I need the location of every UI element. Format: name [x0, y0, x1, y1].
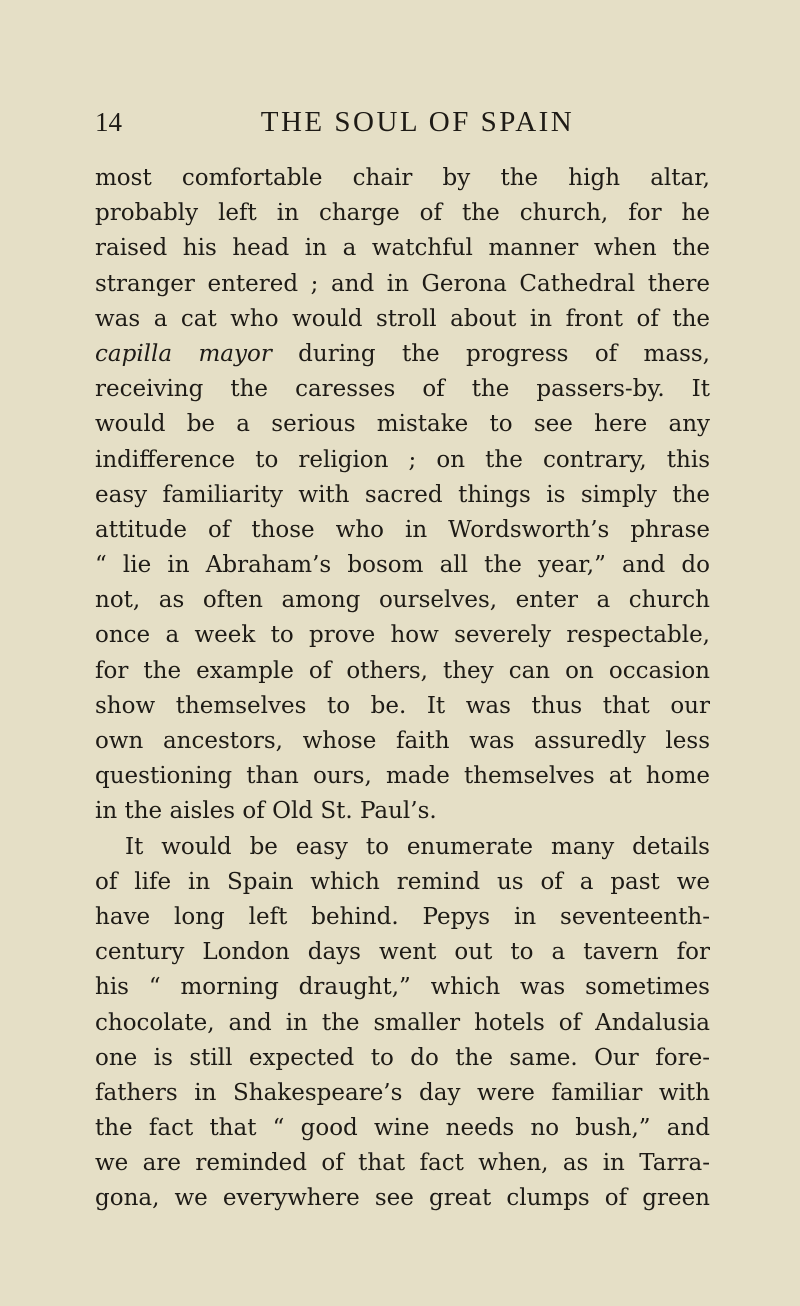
text-line: questioning than ours, made themselves at home [95, 763, 710, 790]
text-line: once a week to prove how severely respectable, [95, 622, 710, 649]
page-number: 14 [95, 107, 122, 137]
text-line: we are reminded of that fact when, as in Tarra- [95, 1150, 710, 1177]
text-line: the fact that “ good wine needs no bush,” and [95, 1115, 710, 1142]
italic-phrase: capilla mayor [95, 340, 272, 367]
text-line: indifference to religion ; on the contrary, this [95, 446, 710, 473]
text-line: for the example of others, they can on occasion [95, 657, 710, 684]
text-line: have long left behind. Pepys in seventeenth- [95, 903, 710, 930]
text-line: attitude of those who in Wordsworth’s phrase [95, 516, 710, 543]
text-line: chocolate, and in the smaller hotels of Andalusia [95, 1009, 710, 1036]
page-header [95, 102, 710, 142]
paragraph-start-line: It would be easy to enumerate many details [125, 833, 710, 860]
text-line [95, 337, 710, 372]
text-line: in the aisles of Old St. Paul’s. [95, 798, 437, 825]
text-line: was a cat who would stroll about in front of the [95, 305, 710, 332]
text-line: most comfortable chair by the high altar, [95, 165, 710, 191]
body-text [95, 161, 710, 1217]
text-line-remainder: during the progress of mass, [271, 340, 710, 367]
text-line: would be a serious mistake to see here any [95, 411, 710, 438]
text-line: his “ morning draught,” which was sometimes [95, 974, 710, 1001]
text-line: receiving the caresses of the passers-by. It [95, 376, 710, 403]
text-line: raised his head in a watchful manner when the [95, 235, 710, 262]
text-line: show themselves to be. It was thus that our [95, 692, 710, 719]
text-line: stranger entered ; and in Gerona Cathedral there [95, 270, 710, 297]
text-line: easy familiarity with sacred things is simply the [95, 481, 710, 508]
text-line: fathers in Shakespeare’s day were familiar with [95, 1079, 710, 1106]
text-line: “ lie in Abraham’s bosom all the year,” and do [95, 552, 710, 579]
text-line: of life in Spain which remind us of a past we [95, 868, 710, 895]
running-head: THE SOUL OF SPAIN [260, 106, 575, 138]
text-line: own ancestors, whose faith was assuredly less [95, 728, 710, 754]
text-line: probably left in charge of the church, for he [95, 200, 710, 227]
text-line: not, as often among ourselves, enter a church [95, 587, 710, 614]
text-line: gona, we everywhere see great clumps of green [95, 1185, 710, 1212]
text-line: one is still expected to do the same. Our fore- [95, 1044, 710, 1071]
text-line: century London days went out to a tavern for [95, 939, 710, 966]
